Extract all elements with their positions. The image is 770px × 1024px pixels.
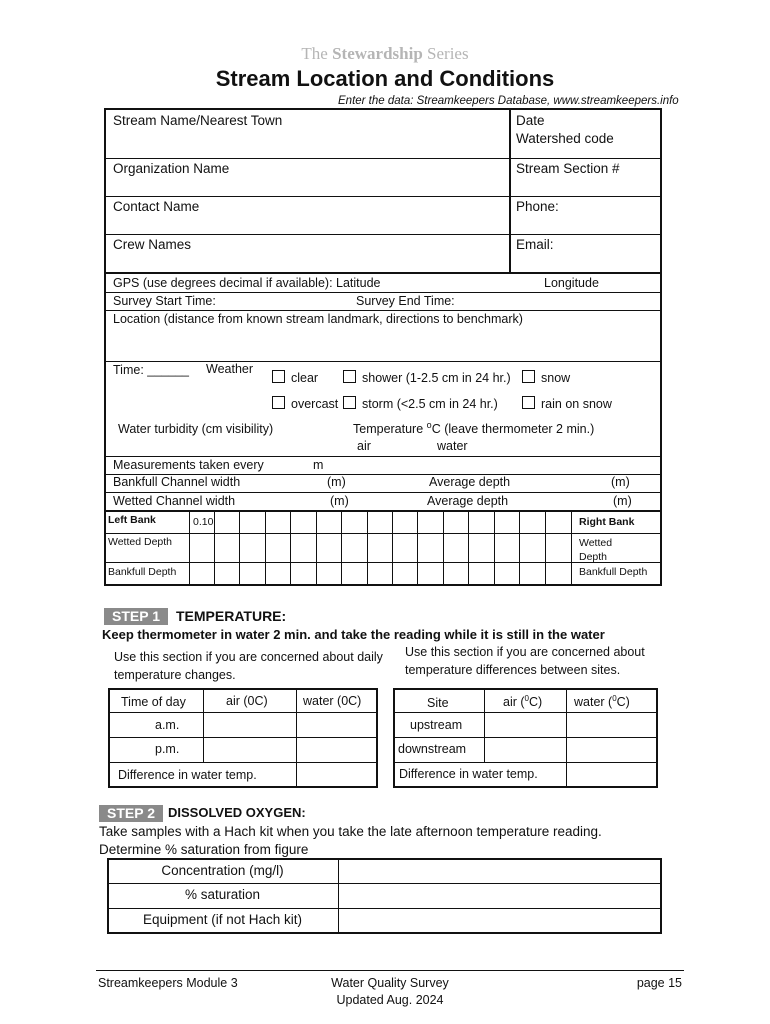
bankfull-avg-depth-unit: (m) — [611, 475, 630, 489]
step1-title: TEMPERATURE: — [176, 608, 287, 624]
left-footer: Difference in water temp. — [118, 768, 257, 782]
turbidity-field[interactable]: Water turbidity (cm visibility) — [118, 422, 274, 436]
footer-divider — [96, 970, 684, 971]
location-field[interactable]: Location (distance from known stream landmark, directions to benchmark) — [113, 312, 523, 326]
phone-field[interactable]: Phone: — [516, 199, 559, 214]
step2-badge: STEP 2 — [99, 805, 163, 822]
grid-column-line — [367, 510, 368, 586]
checkbox-icon[interactable] — [522, 370, 535, 383]
grid-column-line — [545, 510, 546, 586]
weather-storm[interactable]: storm (<2.5 cm in 24 hr.) — [343, 396, 498, 411]
step1-badge: STEP 1 — [104, 608, 168, 625]
step2-line1: Take samples with a Hach kit when you take the late afternoon temperature reading. — [99, 824, 602, 839]
wetted-depth-label: Wetted Depth — [108, 536, 173, 548]
grid-column-line — [417, 510, 418, 586]
checkbox-icon[interactable] — [272, 370, 285, 383]
bankfull-width-unit: (m) — [327, 475, 346, 489]
wetted-avg-depth-unit: (m) — [613, 494, 632, 508]
grid-column-line — [290, 510, 291, 586]
crew-field[interactable]: Crew Names — [113, 237, 192, 252]
measurements-field[interactable]: Measurements taken every — [113, 458, 264, 472]
weather-rain-on-snow[interactable]: rain on snow — [522, 396, 612, 411]
series-prefix: The — [301, 44, 328, 63]
stream-name-field[interactable]: Stream Name/Nearest Town — [113, 113, 283, 128]
temperature-label: Temperature $^o$C (leave thermometer 2 min.) — [353, 420, 595, 437]
footer-page: page 15 — [636, 976, 682, 990]
step2-line2: Determine % saturation from figure — [99, 842, 309, 857]
survey-start-field[interactable]: Survey Start Time: — [113, 294, 216, 308]
bankfull-depth-right-label: Bankfull Depth — [579, 566, 648, 578]
weather-label: Weather — [206, 362, 254, 376]
footer-left: Streamkeepers Module 3 — [98, 976, 238, 990]
checkbox-icon[interactable] — [343, 370, 356, 383]
wetted-avg-depth[interactable]: Average depth — [427, 494, 509, 508]
grid-column-line — [265, 510, 266, 586]
longitude-field[interactable]: Longitude — [544, 276, 599, 290]
right-header-site: Site — [427, 696, 449, 710]
measurements-unit: m — [313, 458, 324, 472]
gps-field[interactable]: GPS (use degrees decimal if available): Latitude — [113, 276, 381, 290]
right-header-water: water ($^0$C) — [574, 694, 630, 710]
checkbox-icon[interactable] — [522, 396, 535, 409]
step1-instruction: Keep thermometer in water 2 min. and take the reading while it is still in the water — [102, 627, 605, 642]
series-suffix: Series — [427, 44, 469, 63]
right-header-air: air ($^0$C) — [503, 694, 543, 710]
grid-column-line — [239, 510, 240, 586]
left-bank-label: Left Bank — [108, 514, 156, 526]
air-temp-field[interactable]: air — [357, 439, 371, 453]
grid-column-line — [571, 510, 572, 586]
bankfull-depth-label: Bankfull Depth — [108, 566, 177, 578]
left-row-am: a.m. — [155, 718, 180, 732]
left-header-time: Time of day — [121, 695, 186, 709]
oxygen-row-equipment: Equipment (if not Hach kit) — [142, 912, 303, 927]
grid-column-line — [341, 510, 342, 586]
right-footer: Difference in water temp. — [399, 767, 538, 781]
left-row-pm: p.m. — [155, 742, 180, 756]
grid-column-line — [443, 510, 444, 586]
footer-center-1: Water Quality Survey — [331, 976, 449, 990]
weather-clear[interactable]: clear — [272, 370, 318, 385]
step2-title: DISSOLVED OXYGEN: — [168, 805, 306, 820]
step1-left-note: Use this section if you are concerned about daily temperature changes. — [114, 650, 383, 682]
oxygen-row-saturation: % saturation — [184, 887, 261, 902]
left-header-air: air (0C) — [226, 694, 268, 708]
series-name: Stewardship — [332, 44, 423, 63]
weather-shower[interactable]: shower (1-2.5 cm in 24 hr.) — [343, 370, 511, 385]
wetted-depth-right-label: Wetted Depth — [579, 537, 613, 563]
first-cell-value[interactable]: 0.10 — [193, 516, 214, 528]
contact-field[interactable]: Contact Name — [113, 199, 200, 214]
time-field[interactable]: Time: ______ — [113, 363, 189, 377]
bankfull-avg-depth[interactable]: Average depth — [429, 475, 511, 489]
footer-center-2: Updated Aug. 2024 — [336, 993, 444, 1007]
survey-end-field[interactable]: Survey End Time: — [356, 294, 455, 308]
right-row-upstream: upstream — [410, 718, 463, 732]
page-title: Stream Location and Conditions — [215, 66, 555, 91]
weather-snow[interactable]: snow — [522, 370, 570, 385]
grid-column-line — [392, 510, 393, 586]
oxygen-row-concentration: Concentration (mg/l) — [161, 863, 284, 878]
series-title — [0, 44, 770, 64]
right-bank-label: Right Bank — [579, 516, 635, 528]
grid-column-line — [189, 510, 190, 586]
grid-column-line — [214, 510, 215, 586]
checkbox-icon[interactable] — [343, 396, 356, 409]
watershed-field[interactable]: Watershed code — [516, 131, 614, 146]
grid-column-line — [468, 510, 469, 586]
bankfull-width-field[interactable]: Bankfull Channel width — [113, 475, 241, 489]
enter-note: Enter the data: Streamkeepers Database, www.streamkeepers.info — [338, 95, 679, 107]
right-row-downstream: downstream — [398, 742, 467, 756]
checkbox-icon[interactable] — [272, 396, 285, 409]
weather-overcast[interactable]: overcast — [272, 396, 338, 411]
date-field[interactable]: Date — [516, 113, 545, 128]
wetted-width-unit: (m) — [330, 494, 349, 508]
grid-column-line — [316, 510, 317, 586]
stream-section-field[interactable]: Stream Section # — [516, 161, 620, 176]
wetted-width-field[interactable]: Wetted Channel width — [113, 494, 236, 508]
left-header-water: water (0C) — [303, 694, 362, 708]
water-temp-field[interactable]: water — [437, 439, 468, 453]
step1-right-note: Use this section if you are concerned about temperature differences between sites. — [405, 645, 645, 677]
email-field[interactable]: Email: — [516, 237, 554, 252]
organization-field[interactable]: Organization Name — [113, 161, 230, 176]
grid-column-line — [519, 510, 520, 586]
grid-column-line — [494, 510, 495, 586]
